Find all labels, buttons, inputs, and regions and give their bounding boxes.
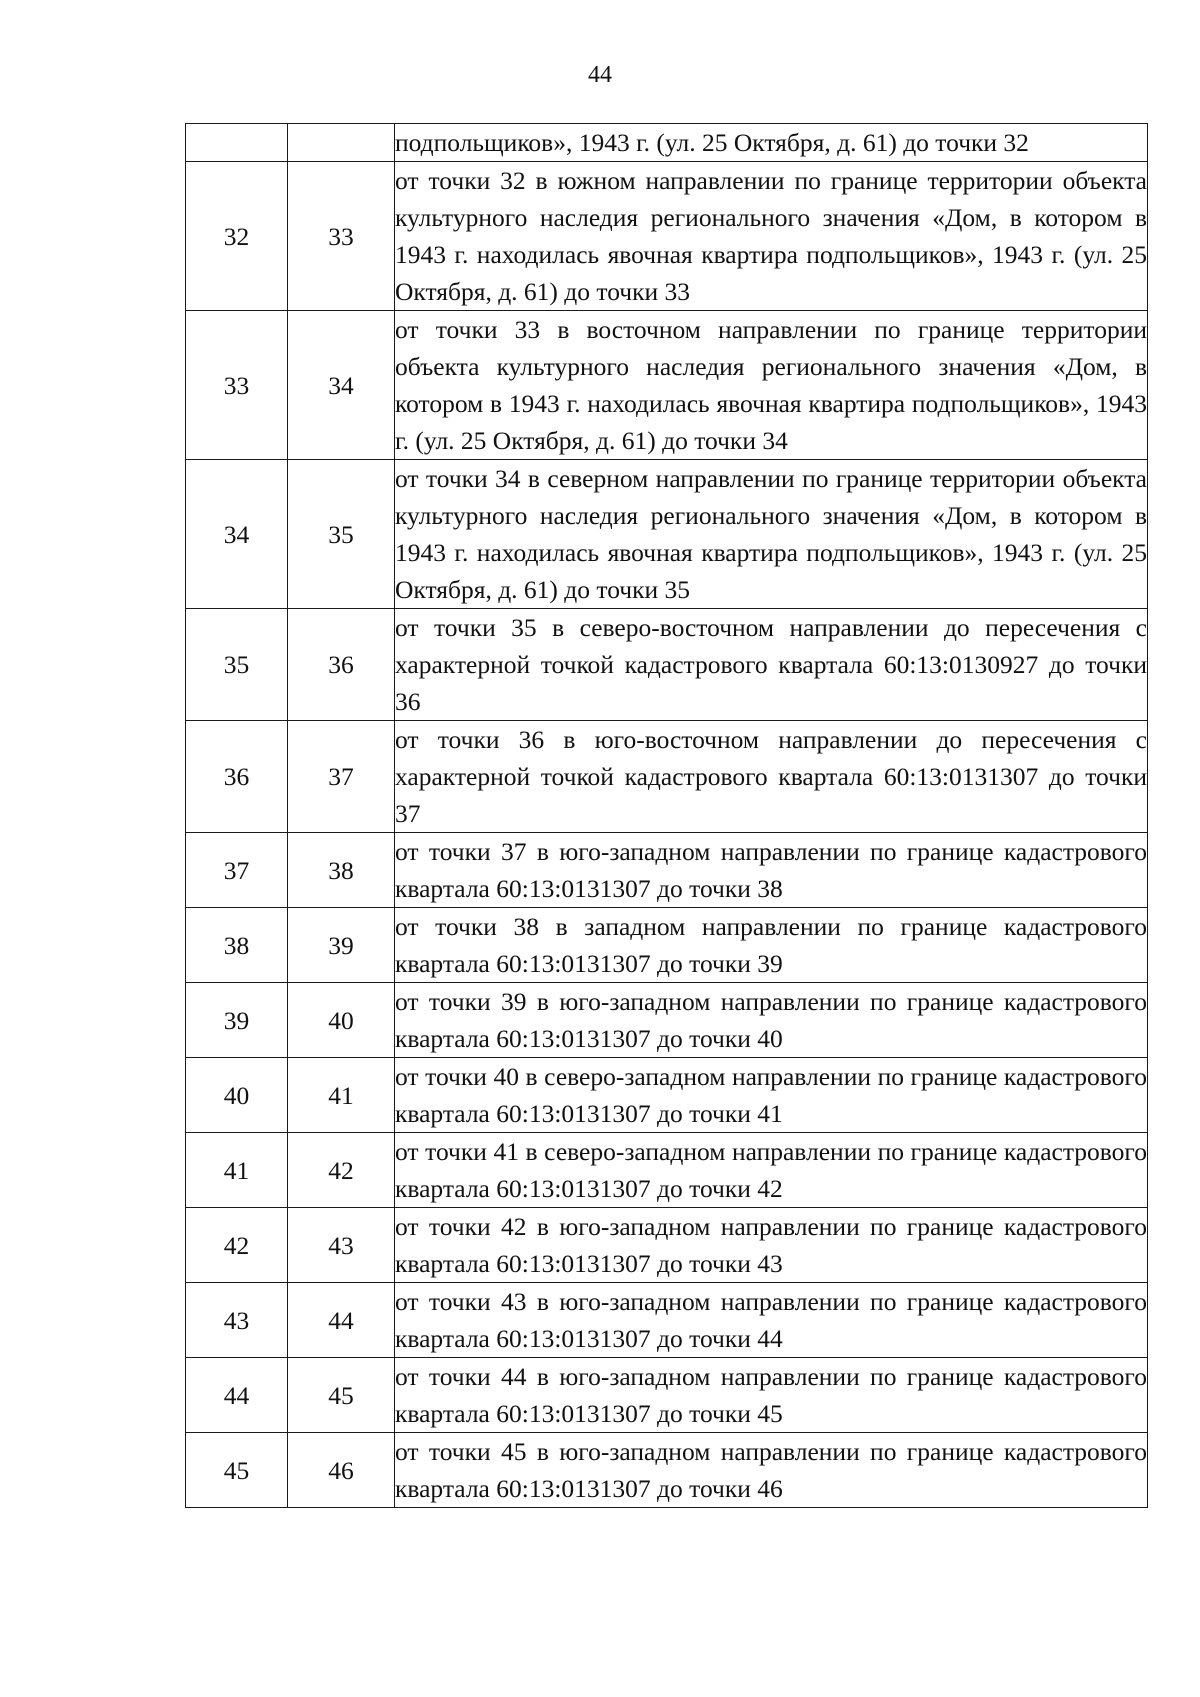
table-row [186,460,1148,609]
from-point-cell: 43 [186,1283,288,1358]
table-row [186,162,1148,311]
table-row [186,721,1148,833]
from-point-cell: 32 [186,162,288,311]
to-point-cell: 34 [288,311,395,460]
to-point-cell: 44 [288,1283,395,1358]
to-point-cell: 33 [288,162,395,311]
table-row [186,1058,1148,1133]
to-point-cell: 46 [288,1433,395,1508]
to-point-cell: 37 [288,721,395,833]
table-row [186,908,1148,983]
from-point-cell: 35 [186,609,288,721]
route-description-cell: от точки 36 в юго-восточном направлении до пересечения с характерной точкой кадастрового квартала 60:13:0131307 до точки 37 [395,721,1148,833]
table-row [186,1283,1148,1358]
from-point-cell: 37 [186,833,288,908]
table-row [186,983,1148,1058]
from-point-cell: 42 [186,1208,288,1283]
to-point-cell: 45 [288,1358,395,1433]
route-description-cell: от точки 35 в северо-восточном направлении до пересечения с характерной точкой кадастрового квартала 60:13:0130927 до точки 36 [395,609,1148,721]
from-point-cell: 33 [186,311,288,460]
from-point-cell: 40 [186,1058,288,1133]
table-row [186,311,1148,460]
from-point-cell: 44 [186,1358,288,1433]
to-point-cell: 36 [288,609,395,721]
from-point-cell: 41 [186,1133,288,1208]
table-row [186,833,1148,908]
to-point-cell: 35 [288,460,395,609]
route-description-cell: от точки 32 в южном направлении по границе территории объекта культурного наследия регионального значения «Дом, в котором в 1943 г. находилась явочная квартира подпольщиков», 1943 г. (ул. 25 Октября, д. 61) до точки 33 [395,162,1148,311]
route-description-cell: от точки 37 в юго-западном направлении по границе кадастрового квартала 60:13:0131307 до точки 38 [395,833,1148,908]
to-point-cell: 39 [288,908,395,983]
to-point-cell: 43 [288,1208,395,1283]
to-point-cell: 42 [288,1133,395,1208]
from-point-cell: 36 [186,721,288,833]
from-point-cell: 45 [186,1433,288,1508]
route-description-cell: от точки 43 в юго-западном направлении по границе кадастрового квартала 60:13:0131307 до точки 44 [395,1283,1148,1358]
table-row [186,124,1148,162]
route-description-cell: от точки 45 в юго-западном направлении по границе кадастрового квартала 60:13:0131307 до точки 46 [395,1433,1148,1508]
to-point-cell [288,124,395,162]
route-description-cell: от точки 38 в западном направлении по границе кадастрового квартала 60:13:0131307 до точки 39 [395,908,1148,983]
to-point-cell: 38 [288,833,395,908]
boundary-points-table [185,123,1148,1508]
route-description-cell: от точки 42 в юго-западном направлении по границе кадастрового квартала 60:13:0131307 до точки 43 [395,1208,1148,1283]
route-description-cell: от точки 44 в юго-западном направлении по границе кадастрового квартала 60:13:0131307 до точки 45 [395,1358,1148,1433]
route-description-cell: от точки 41 в северо-западном направлении по границе кадастрового квартала 60:13:0131307 до точки 42 [395,1133,1148,1208]
from-point-cell: 34 [186,460,288,609]
route-description-cell: от точки 34 в северном направлении по границе территории объекта культурного наследия регионального значения «Дом, в котором в 1943 г. находилась явочная квартира подпольщиков», 1943 г. (ул. 25 Октября, д. 61) до точки 35 [395,460,1148,609]
from-point-cell [186,124,288,162]
table-row [186,609,1148,721]
to-point-cell: 40 [288,983,395,1058]
route-description-cell: от точки 39 в юго-западном направлении по границе кадастрового квартала 60:13:0131307 до точки 40 [395,983,1148,1058]
to-point-cell: 41 [288,1058,395,1133]
table-row [186,1433,1148,1508]
table-row [186,1358,1148,1433]
route-description-cell: подпольщиков», 1943 г. (ул. 25 Октября, д. 61) до точки 32 [395,124,1148,162]
page-number: 44 [588,62,612,88]
table-row [186,1208,1148,1283]
from-point-cell: 39 [186,983,288,1058]
route-description-cell: от точки 33 в восточном направлении по границе территории объекта культурного наследия регионального значения «Дом, в котором в 1943 г. находилась явочная квартира подпольщиков», 1943 г. (ул. 25 Октября, д. 61) до точки 34 [395,311,1148,460]
from-point-cell: 38 [186,908,288,983]
route-description-cell: от точки 40 в северо-западном направлении по границе кадастрового квартала 60:13:0131307 до точки 41 [395,1058,1148,1133]
table-row [186,1133,1148,1208]
